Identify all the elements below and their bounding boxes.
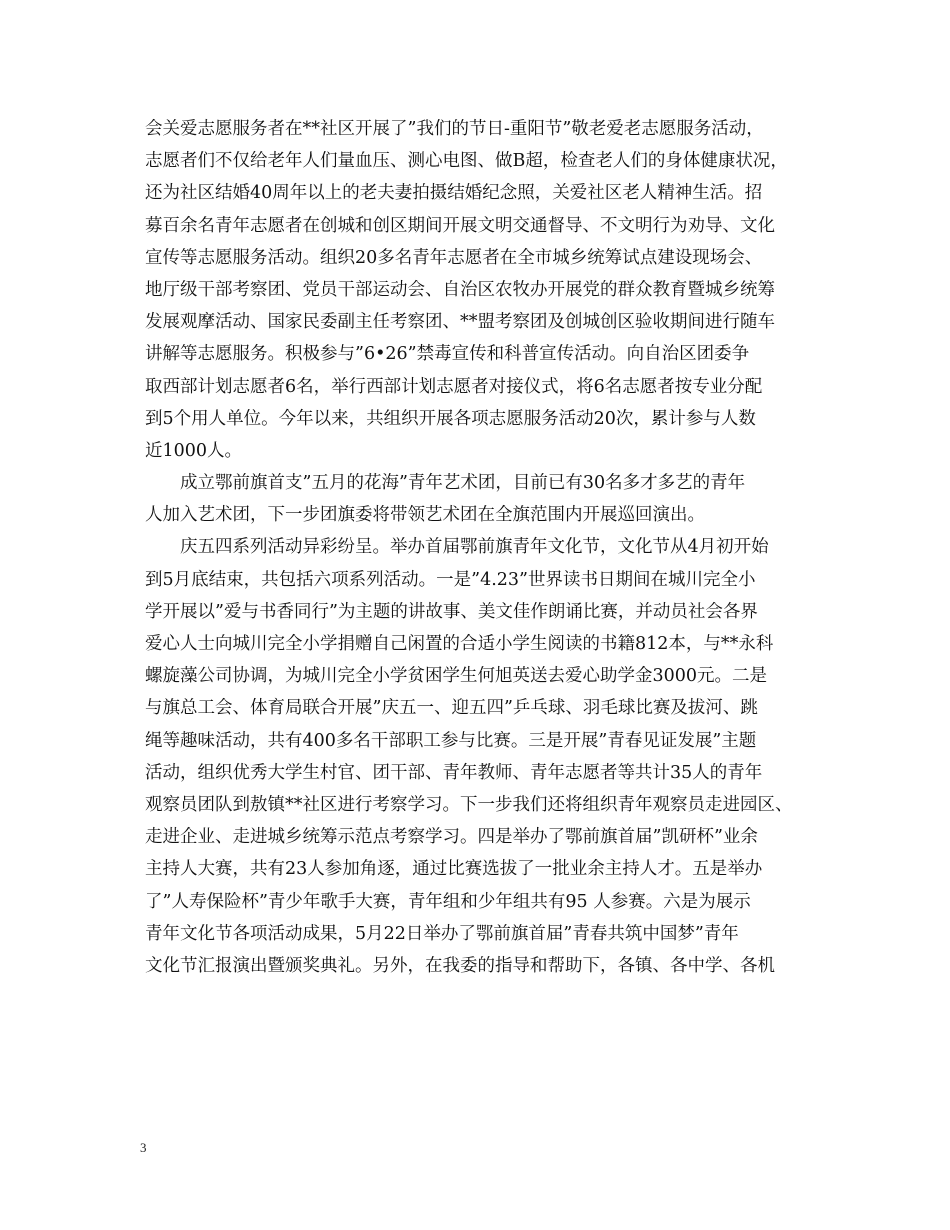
text-line: 宣传等志愿服务活动。组织20多名青年志愿者在全市城乡统筹试点建设现场会、 — [145, 247, 763, 268]
text-line: 活动，组织优秀大学生村官、团干部、青年教师、青年志愿者等共计35人的青年 — [145, 762, 763, 783]
text-line: 学开展以”爱与书香同行”为主题的讲故事、美文佳作朗诵比赛，并动员社会各界 — [145, 601, 758, 622]
text-line: 地厅级干部考察团、党员干部运动会、自治区农牧办开展党的群众教育暨城乡统筹 — [145, 279, 775, 300]
text-line: 成立鄂前旗首支”五月的花海”青年艺术团，目前已有30名多才多艺的青年 — [145, 473, 746, 494]
document-body — [145, 113, 805, 982]
text-line: 了”人寿保险杯”青少年歌手大赛，青年组和少年组共有95 人参赛。六是为展示 — [145, 891, 751, 912]
text-line: 发展观摩活动、国家民委副主任考察团、**盟考察团及创城创区验收期间进行随车 — [145, 312, 775, 333]
paragraph — [145, 467, 805, 531]
text-line: 还为社区结婚40周年以上的老夫妻拍摄结婚纪念照，关爱社区老人精神生活。招 — [145, 183, 763, 204]
text-line: 志愿者们不仅给老年人们量血压、测心电图、做B超，检查老人们的身体健康状况， — [145, 151, 788, 172]
text-line: 观察员团队到敖镇**社区进行考察学习。下一步我们还将组织青年观察员走进园区、 — [145, 794, 793, 815]
text-line: 近1000人。 — [145, 440, 243, 461]
text-line: 主持人大赛，共有23人参加角逐，通过比赛选拔了一批业余主持人才。五是举办 — [145, 859, 763, 880]
text-line: 到5个用人单位。今年以来，共组织开展各项志愿服务活动20次，累计参与人数 — [145, 408, 756, 429]
text-line: 取西部计划志愿者6名，举行西部计划志愿者对接仪式，将6名志愿者按专业分配 — [145, 376, 763, 397]
text-line: 爱心人士向城川完全小学捐赠自己闲置的合适小学生阅读的书籍812本，与**永科 — [145, 634, 774, 654]
text-line: 螺旋藻公司协调，为城川完全小学贫困学生何旭英送去爱心助学金3000元。二是 — [145, 666, 768, 687]
text-line: 讲解等志愿服务。积极参与”6•26”禁毒宣传和科普宣传活动。向自治区团委争 — [145, 344, 750, 365]
paragraph — [145, 113, 805, 467]
text-line: 走进企业、走进城乡统筹示范点考察学习。四是举办了鄂前旗首届”凯研杯”业余 — [145, 827, 758, 848]
paragraph — [145, 531, 805, 982]
text-line: 文化节汇报演出暨颁奖典礼。另外，在我委的指导和帮助下，各镇、各中学、各机 — [145, 955, 775, 976]
text-line: 募百余名青年志愿者在创城和创区期间开展文明交通督导、不文明行为劝导、文化 — [145, 215, 775, 236]
text-line: 到5月底结束，共包括六项系列活动。一是”4.23”世界读书日期间在城川完全小 — [145, 569, 756, 590]
text-line: 人加入艺术团，下一步团旗委将带领艺术团在全旗范围内开展巡回演出。 — [145, 505, 705, 526]
text-line: 绳等趣味活动，共有400多名干部职工参与比赛。三是开展”青春见证发展”主题 — [145, 730, 757, 751]
text-line: 与旗总工会、体育局联合开展”庆五一、迎五四”乒乓球、羽毛球比赛及拔河、跳 — [145, 698, 758, 719]
text-line: 会关爱志愿服务者在**社区开展了”我们的节日-重阳节”敬老爱老志愿服务活动， — [145, 119, 764, 139]
text-line: 青年文化节各项活动成果，5月22日举办了鄂前旗首届”青春共筑中国梦”青年 — [145, 923, 739, 944]
text-line: 庆五四系列活动异彩纷呈。举办首届鄂前旗青年文化节，文化节从4月初开始 — [145, 537, 769, 558]
page-number: 3 — [140, 1140, 147, 1155]
